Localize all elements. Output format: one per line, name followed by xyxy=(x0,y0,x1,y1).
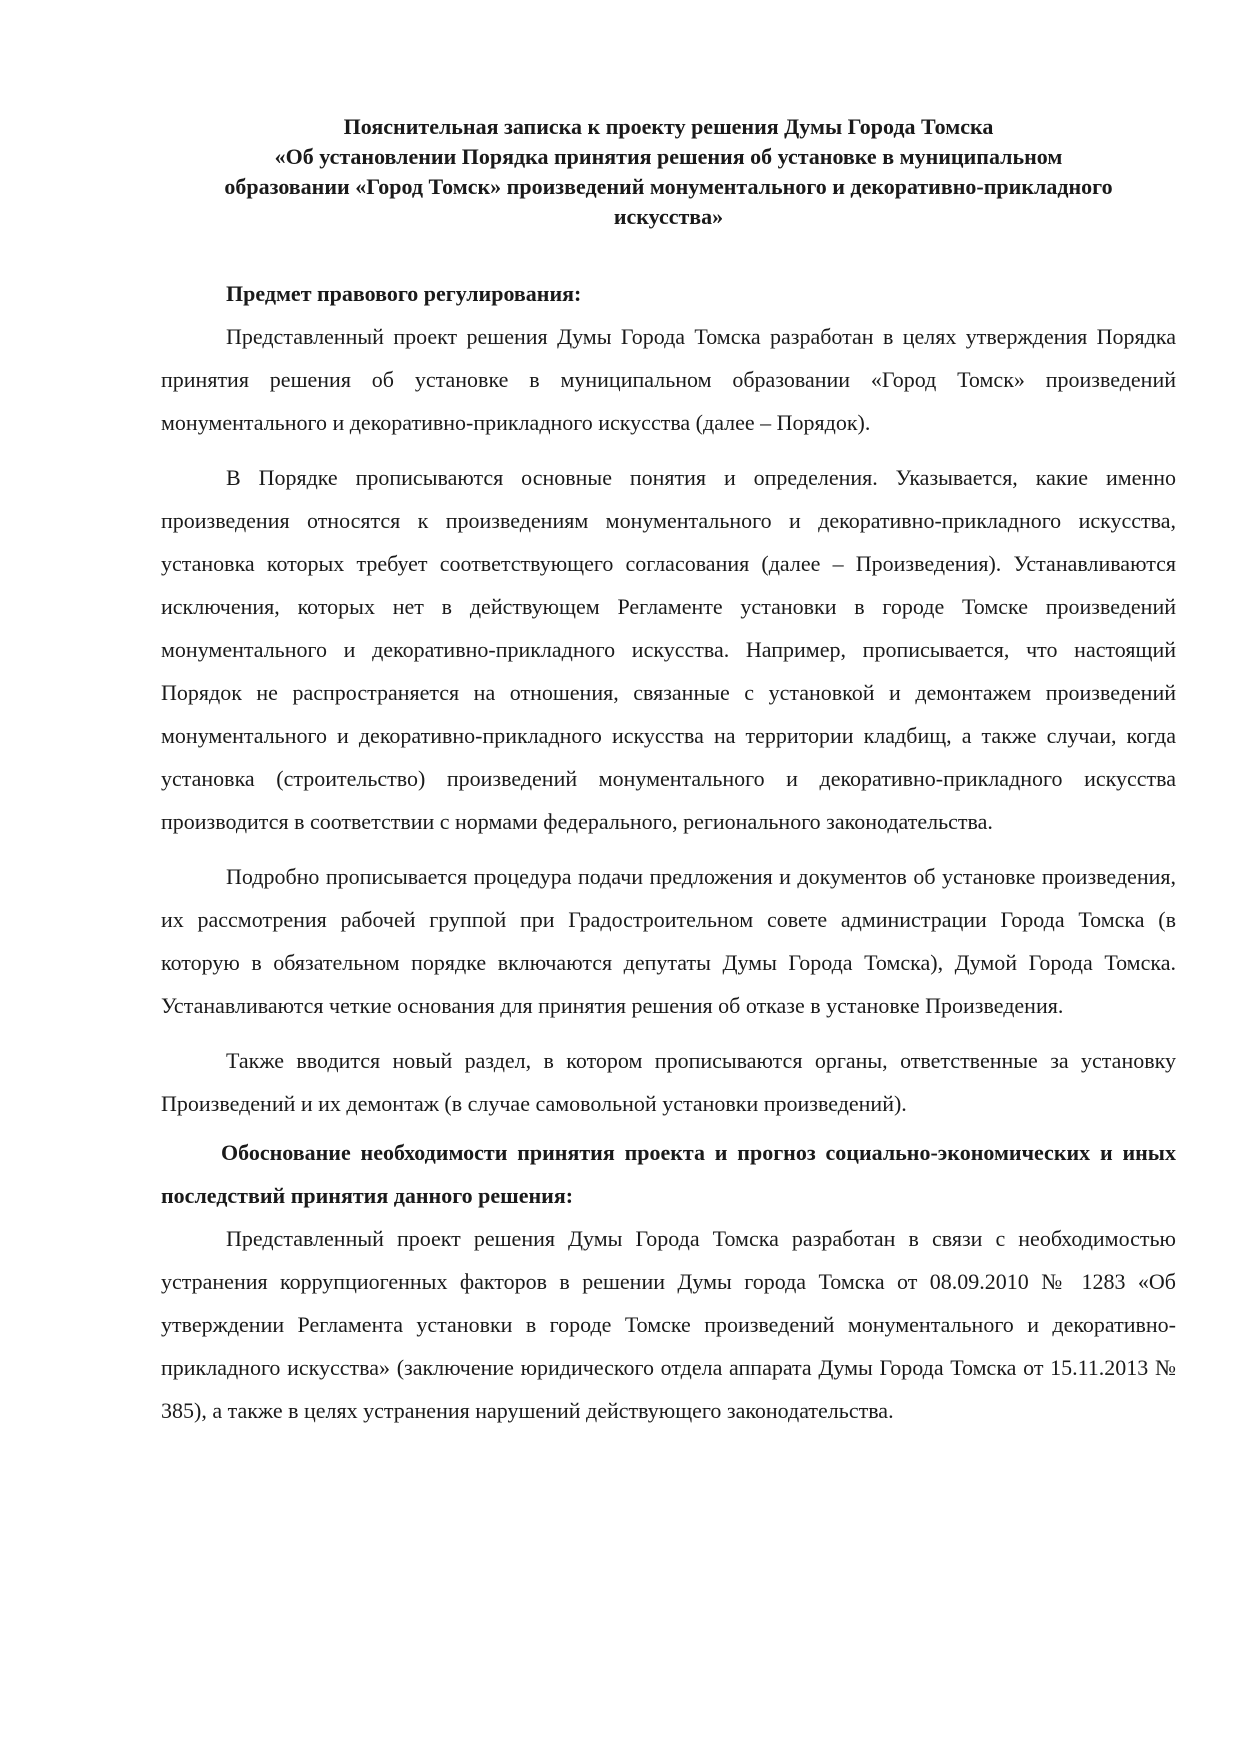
paragraph: Представленный проект решения Думы Города Томска разработан в целях утверждения Порядка принятия решения об установке в муниципальном образовании «Город Томск» произведений монументального и декоративно-прикладного искусства (далее – Порядок). xyxy=(161,324,1176,435)
document-body xyxy=(161,112,1176,1444)
paragraph: Также вводится новый раздел, в котором прописываются органы, ответственные за установку Произведений и их демонтаж (в случае самовольной установки произведений). xyxy=(161,1048,1176,1116)
paragraph: Подробно прописывается процедура подачи предложения и документов об установке произведения, их рассмотрения рабочей группой при Градостроительном совете администрации Города Томска (в которую в обязательном порядке включаются депутаты Думы Города Томска), Думой Города Томска. Устанавливаются четкие основания для принятия решения об отказе в установке Произведения. xyxy=(161,864,1176,1018)
section-heading-justification: Обоснование необходимости принятия проекта и прогноз социально-экономических и иных последствий принятия данного решения: xyxy=(161,1140,1176,1208)
title-line-4: искусства» xyxy=(613,204,724,229)
title-line-2: «Об установлении Порядка принятия решения об установке в муниципальном xyxy=(274,144,1063,169)
title-line-3: образовании «Город Томск» произведений монументального и декоративно-прикладного xyxy=(224,174,1113,199)
paragraph: Представленный проект решения Думы Города Томска разработан в связи с необходимостью устранения коррупциогенных факторов в решении Думы города Томска от 08.09.2010 № 1283 «Об утверждении Регламента установки в городе Томске произведений монументального и декоративно-прикладного искусства» (заключение юридического отдела аппарата Думы Города Томска от 15.11.2013 № 385), а также в целях устранения нарушений действующего законодательства. xyxy=(161,1226,1176,1423)
title-line-1: Пояснительная записка к проекту решения Думы Города Томска xyxy=(343,114,994,139)
paragraph: В Порядке прописываются основные понятия и определения. Указывается, какие именно произведения относятся к произведениям монументального и декоративно-прикладного искусства, установка которых требует соответствующего согласования (далее – Произведения). Устанавливаются исключения, которых нет в действующем Регламенте установки в городе Томске произведений монументального и декоративно-прикладного искусства. Например, прописывается, что настоящий Порядок не распространяется на отношения, связанные с установкой и демонтажем произведений монументального и декоративно-прикладного искусства на территории кладбищ, а также случаи, когда установка (строительство) произведений монументального и декоративно-прикладного искусства производится в соответствии с нормами федерального, регионального законодательства. xyxy=(161,465,1176,834)
section-heading-subject: Предмет правового регулирования: xyxy=(226,281,582,306)
document-title xyxy=(161,112,1176,232)
